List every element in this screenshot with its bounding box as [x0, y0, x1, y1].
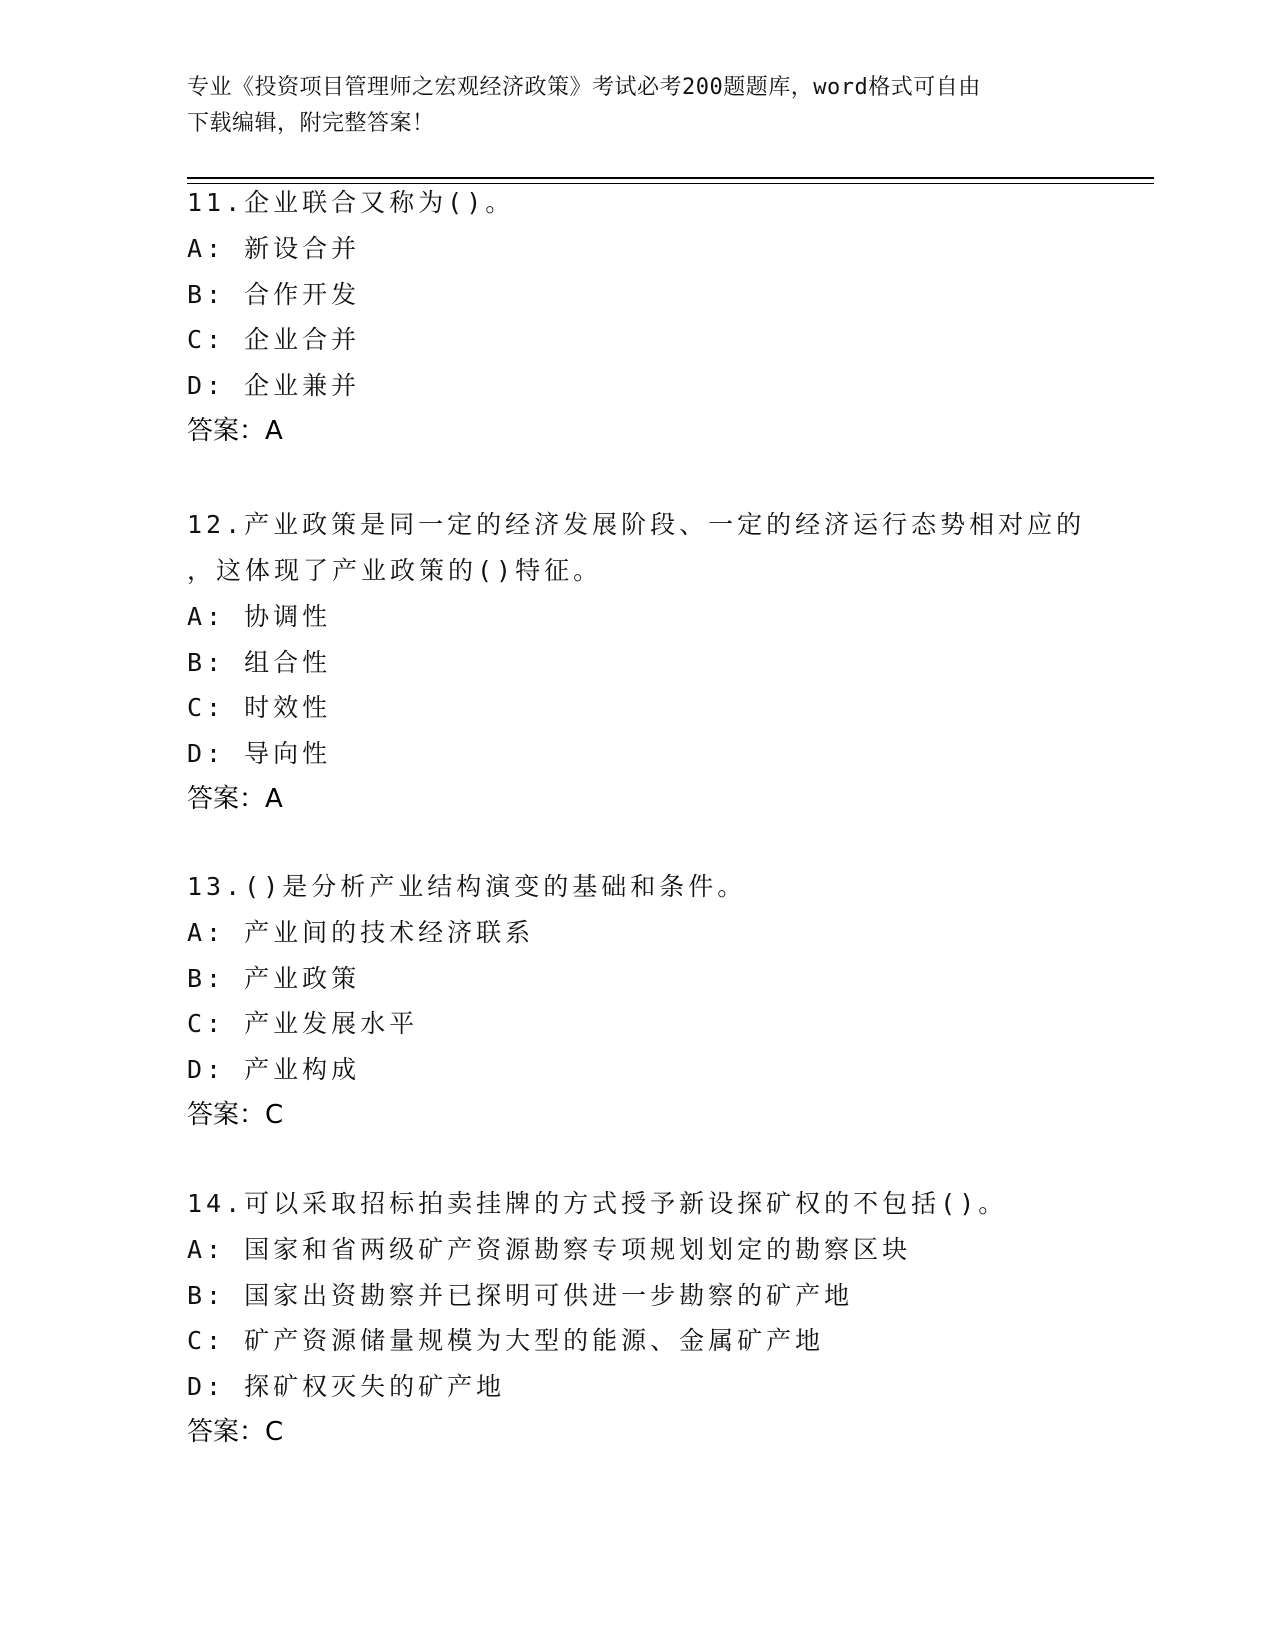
option-d: D: 导向性: [187, 738, 332, 768]
question-stem-line-1: 12.产业政策是同一定的经济发展阶段、一定的经济运行态势相对应的: [187, 510, 1086, 539]
option-d: D: 企业兼并: [187, 370, 361, 400]
option-b: B: 合作开发: [187, 279, 361, 309]
answer-label: 答案：A: [187, 416, 283, 446]
question-stem: 13.()是分析产业结构演变的基础和条件。: [187, 872, 747, 901]
option-a: A: 协调性: [187, 602, 332, 631]
option-b: B: 国家出资勘察并已探明可供进一步勘察的矿产地: [187, 1280, 854, 1310]
option-a: A: 新设合并: [187, 234, 361, 263]
question-12: [187, 502, 1087, 822]
option-d: D: 产业构成: [187, 1054, 361, 1084]
question-13: [187, 864, 1087, 1138]
question-stem: 11.企业联合又称为()。: [187, 188, 515, 217]
question-14: [187, 1181, 1087, 1455]
answer-label: 答案：C: [187, 1100, 284, 1130]
option-a: A: 国家和省两级矿产资源勘察专项规划划定的勘察区块: [187, 1235, 912, 1264]
option-c: C: 企业合并: [187, 325, 361, 354]
header-line-2: 下载编辑，附完整答案！: [187, 111, 435, 136]
option-c: C: 矿产资源储量规模为大型的能源、金属矿产地: [187, 1326, 825, 1355]
header-divider-thick: [187, 177, 1154, 179]
answer-label: 答案：A: [187, 784, 283, 814]
question-stem-line-2: ，这体现了产业政策的()特征。: [187, 556, 603, 585]
option-c: C: 产业发展水平: [187, 1009, 419, 1038]
option-d: D: 探矿权灭失的矿产地: [187, 1371, 506, 1401]
option-b: B: 产业政策: [187, 963, 361, 993]
question-11: [187, 180, 1087, 454]
header-line-1: 专业《投资项目管理师之宏观经济政策》考试必考200题题库，word格式可自由: [187, 75, 981, 100]
document-header: [187, 70, 1067, 142]
answer-label: 答案：C: [187, 1417, 284, 1447]
option-a: A: 产业间的技术经济联系: [187, 918, 535, 947]
option-c: C: 时效性: [187, 693, 332, 722]
question-stem: 14.可以采取招标拍卖挂牌的方式授予新设探矿权的不包括()。: [187, 1189, 1008, 1218]
option-b: B: 组合性: [187, 647, 332, 677]
